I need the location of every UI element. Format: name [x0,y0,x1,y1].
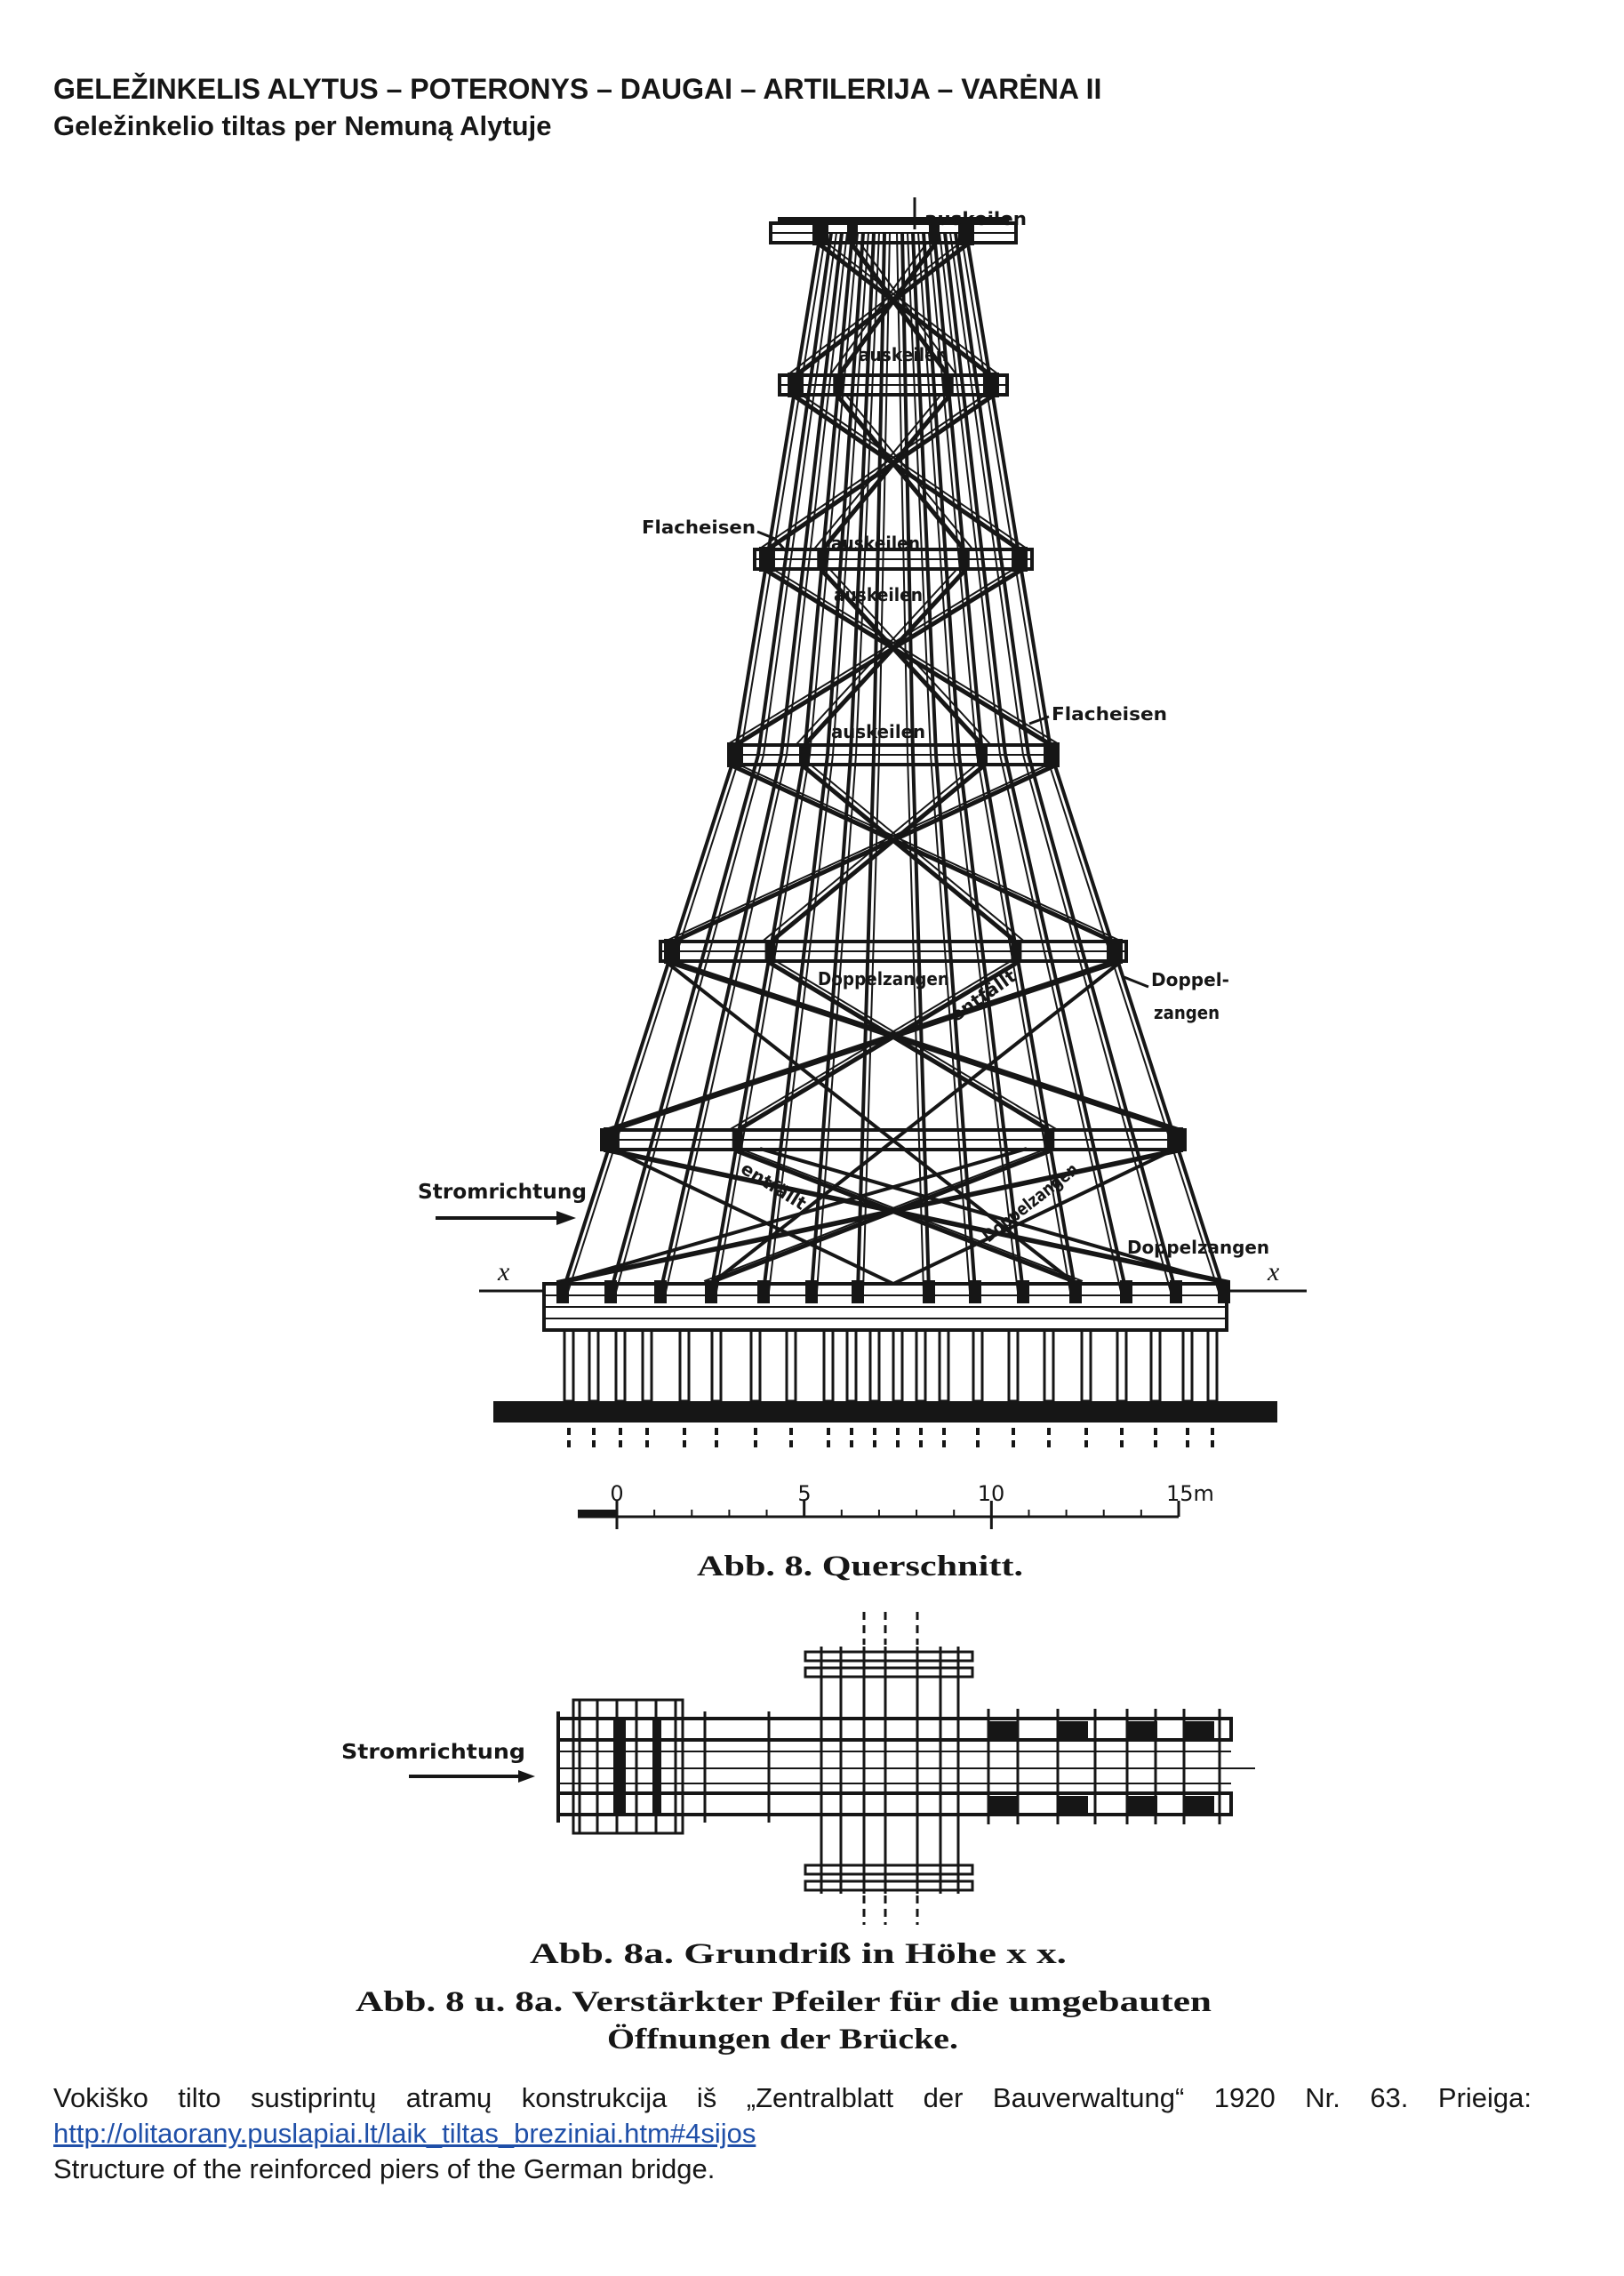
plan-label-stromrichtung: Stromrichtung [341,1741,525,1764]
section-mark-left: x [498,1257,510,1286]
bolt-plate [1044,1129,1054,1150]
section-mark-right: x [1268,1257,1280,1286]
leg-shoe [1069,1280,1082,1303]
long-diagonal [760,1141,1213,1280]
label-zangen: zangen [1154,1002,1220,1023]
pile [1009,1330,1018,1401]
pile [1117,1330,1126,1401]
plan-right-fill [988,1721,1019,1738]
plan-cross-rail [805,1668,972,1677]
leg-shoe [969,1280,981,1303]
pile [589,1330,598,1401]
label-auskeilen-4: auskeilen [834,584,923,605]
pile [973,1330,982,1401]
pier-plan-view [409,1612,1255,1925]
leg-shoe [805,1280,818,1303]
footer-notes [53,2080,1532,2187]
bolt-plate [799,744,810,765]
bolt-plate [1107,939,1123,964]
bolt-plate [759,547,775,572]
plan-pile-fill [652,1719,661,1815]
plan-right-fill [1058,1721,1088,1738]
leg-shoe [1170,1280,1182,1303]
plan-cross-rail [805,1865,972,1874]
scale-bar [578,1501,1179,1529]
bolt-plate [604,1127,620,1152]
leg-shoe [556,1280,569,1303]
leg-shoe [1120,1280,1132,1303]
leg-shoe [923,1280,935,1303]
pile [847,1330,856,1401]
tower-leg [902,233,929,1292]
label-stromrichtung: Stromrichtung [418,1181,587,1204]
pile [893,1330,902,1401]
bolt-plate [847,222,858,244]
pile [616,1330,625,1401]
plan-cross-rail [805,1881,972,1890]
pile [643,1330,652,1401]
pile [1183,1330,1192,1401]
scale-label-0: 0 [610,1481,624,1506]
bolt-plate [1012,547,1028,572]
label-doppelzangen-diagonal: Doppelzangen [978,1141,1104,1246]
plan-right-fill [1184,1796,1214,1813]
bolt-plate [833,374,844,396]
pile [916,1330,925,1401]
english-description: Structure of the reinforced piers of the German bridge. [53,2153,716,2184]
leg-shoe [1017,1280,1029,1303]
pile [1082,1330,1091,1401]
caption-grundriss: Abb. 8a. Grundriß in Höhe x x. [530,1938,1067,1970]
leg-shoe [757,1280,770,1303]
scale-block [578,1510,617,1517]
label-entfaellt-upper: entfällt [946,966,1019,1027]
scale-labels [610,1481,1214,1506]
label-doppelzangen-right: Doppelzangen [1127,1237,1269,1258]
bolt-plate [664,939,680,964]
pile [680,1330,689,1401]
label-auskeilen-2: auskeilen [859,344,948,365]
pile [712,1330,721,1401]
plan-right-fill [1184,1721,1214,1738]
pile [787,1330,796,1401]
leg-shoe [852,1280,864,1303]
label-entfaellt-lower: entfällt [737,1157,812,1215]
source-link[interactable]: http://olitaorany.puslapiai.lt/laik_tiltas_breziniai.htm#4sijos [53,2118,756,2149]
leg-shoe [654,1280,667,1303]
label-doppelzangen-center: Doppelzangen [818,968,949,990]
label-flacheisen-left: Flacheisen [642,517,756,538]
bolt-plate [732,1129,743,1150]
page-title: GELEŽINKELIS ALYTUS – POTERONYS – DAUGAI – ARTILERIJA – VARĖNA II [53,73,1102,105]
pile [751,1330,760,1401]
leg-shoe [604,1280,617,1303]
bolt-plate [1167,1127,1183,1152]
plan-right-fill [988,1796,1019,1813]
label-doppel: Doppel- [1151,969,1229,990]
scale-label-5: 5 [797,1481,812,1506]
pile [1208,1330,1217,1401]
pile [870,1330,879,1401]
bolt-plate [727,742,743,767]
plan-cross-rail [805,1652,972,1661]
pile [1151,1330,1160,1401]
plan-right-fill [1058,1796,1088,1813]
scale-label-15m: 15m [1166,1481,1214,1506]
plan-right-fill [1127,1796,1157,1813]
source-note: Vokiško tilto sustiprintų atramų konstrukcija iš „Zentralblatt der Bauverwaltung“ 1920 Nr. 63. Prieiga: [53,2082,1532,2113]
pier-cross-section [436,197,1307,1453]
plan-right-fill [1127,1721,1157,1738]
plan-pile-fill [613,1719,626,1815]
flow-arrow-head [556,1211,576,1225]
tower-leg [858,233,884,1292]
label-auskeilen-5: auskeilen [831,721,925,742]
plan-flow-arrow-head [518,1770,535,1783]
scale-label-10: 10 [977,1481,1005,1506]
bolt-plate [1011,941,1021,962]
bolt-plate [788,373,804,397]
ground-line [493,1401,1277,1422]
pile [940,1330,948,1401]
bolt-plate [817,549,828,570]
bolt-plate [943,374,954,396]
pile [564,1330,573,1401]
leg-shoe [705,1280,717,1303]
bolt-plate [765,941,776,962]
caption-main-line1: Abb. 8 u. 8a. Verstärkter Pfeiler für die umgebauten [356,1986,1212,2018]
label-flacheisen-right: Flacheisen [1052,703,1167,725]
page-subtitle: Geležinkelio tiltas per Nemuną Alytuje [53,110,552,141]
bolt-plate [977,744,988,765]
cross-section-labels [418,208,1280,1286]
caption-main-line2: Öffnungen der Brücke. [607,2024,898,2056]
pile [824,1330,833,1401]
label-auskeilen-top: auskeilen [924,208,1027,229]
bolt-plate [959,549,970,570]
caption-querschnitt: Abb. 8. Querschnitt. [697,1551,1023,1583]
label-auskeilen-3: auskeilen [831,533,920,554]
bolt-plate [1044,742,1060,767]
pile [1044,1330,1053,1401]
bolt-plate [983,373,999,397]
